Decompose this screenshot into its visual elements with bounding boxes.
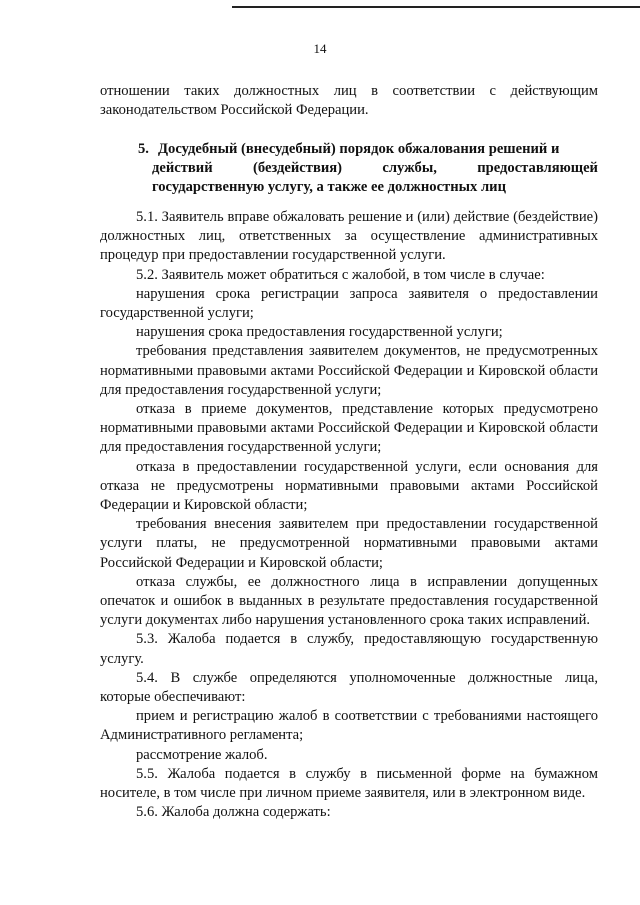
list-item: нарушения срока регистрации запроса заявителя о предоставлении государственной услуги; bbox=[100, 285, 598, 322]
paragraph-5-3: 5.3. Жалоба подается в службу, предоставляющую государственную услугу. bbox=[100, 631, 598, 667]
page-number: 14 bbox=[313, 41, 327, 56]
section-heading bbox=[138, 140, 598, 198]
list-item: отказа службы, ее должностного лица в исправлении допущенных опечаток и ошибок в выданных в результате предоставления государственной услуги документах либо нарушения установленного срока таких исправлений. bbox=[100, 573, 598, 629]
section-body bbox=[100, 208, 598, 823]
list-item: отказа в предоставлении государственной услуги, если основания для отказа не предусмотрены нормативными правовыми актами Российской Федерации и Кировской области; bbox=[100, 458, 598, 514]
intro-line-1: отношении таких должностных лиц в соответствии с действующим bbox=[100, 83, 598, 99]
heading-word: действий bbox=[152, 160, 213, 177]
scan-edge-line bbox=[232, 6, 640, 8]
heading-word: предоставляющей bbox=[477, 160, 598, 177]
intro-paragraph bbox=[100, 82, 598, 120]
paragraph-5-5: 5.5. Жалоба подается в службу в письменной форме на бумажном носителе, в том числе при личном приеме заявителя, или в электронном виде. bbox=[100, 765, 598, 802]
list-item: требования внесения заявителем при предоставлении государственной услуги платы, не предусмотренной нормативными правовыми актами Российской Федерации и Кировской области; bbox=[100, 516, 598, 571]
intro-line-2: законодательством Российской Федерации. bbox=[100, 102, 369, 119]
list-item: требования представления заявителем документов, не предусмотренных нормативными правовыми актами Российской Федерации и Кировской области для предоставления государственной услуги; bbox=[100, 343, 598, 398]
list-item: нарушения срока предоставления государственной услуги; bbox=[136, 324, 503, 341]
list-item: прием и регистрацию жалоб в соответствии с требованиями настоящего Административного регламента; bbox=[100, 708, 598, 744]
heading-line-1: Досудебный (внесудебный) порядок обжалования решений и bbox=[158, 141, 560, 157]
heading-word: (бездействия) bbox=[252, 160, 342, 177]
list-item: рассмотрение жалоб. bbox=[136, 746, 268, 763]
heading-line-3: государственную услугу, а также ее должностных лиц bbox=[152, 179, 506, 196]
paragraph-5-4: 5.4. В службе определяются уполномоченные должностные лица, которые обеспечивают: bbox=[100, 669, 598, 706]
heading-word: службы, bbox=[382, 160, 437, 177]
paragraph-5-6: 5.6. Жалоба должна содержать: bbox=[136, 804, 331, 821]
heading-line-2 bbox=[152, 159, 598, 178]
section-number: 5. bbox=[138, 141, 149, 157]
list-item: отказа в приеме документов, представление которых предусмотрено нормативными правовыми актами Российской Федерации и Кировской области для предоставления государственной услуги; bbox=[100, 401, 598, 456]
paragraph-5-2: 5.2. Заявитель может обратиться с жалобой, в том числе в случае: bbox=[136, 266, 545, 283]
paragraph-5-1: 5.1. Заявитель вправе обжаловать решение и (или) действие (бездействие) должностных лиц, ответственных за осуществление административных процедур при предоставлении государственной услуги. bbox=[100, 209, 598, 264]
